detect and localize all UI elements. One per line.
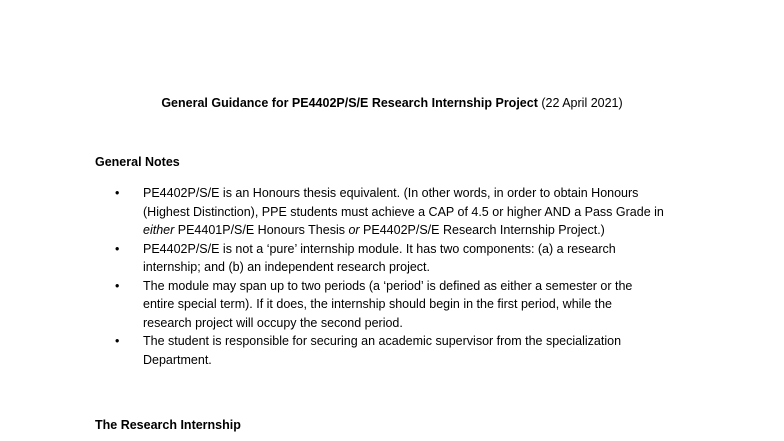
research-internship-heading: The Research Internship <box>95 418 241 432</box>
list-item-line: PE4402P/S/E is an Honours thesis equivalent. (In other words, in order to obtain Honours <box>143 186 639 200</box>
bullet-icon: • <box>115 278 120 293</box>
emphasis-either: either <box>143 223 175 237</box>
line-segment: PE4401P/S/E Honours Thesis <box>174 223 349 237</box>
line-segment: PE4402P/S/E Research Internship Project.) <box>359 223 605 237</box>
document-title-date: (22 April 2021) <box>541 96 623 110</box>
list-item-line: PE4402P/S/E is not a ‘pure’ internship module. It has two components: (a) a research <box>143 241 616 256</box>
bullet-icon: • <box>115 186 120 200</box>
list-item-line: research project will occupy the second period. <box>143 315 403 330</box>
list-item <box>95 332 695 369</box>
list-item-line: entire special term). If it does, the internship should begin in the first period, while the <box>143 297 613 311</box>
list-item <box>95 277 695 333</box>
document-title-main: General Guidance for PE4402P/S/E Research Internship Project <box>161 96 538 110</box>
general-notes-heading: General Notes <box>95 155 180 169</box>
list-item-line: (Highest Distinction), PPE students must achieve a CAP of 4.5 or higher AND a Pass Grade in <box>143 204 664 219</box>
list-item-line <box>143 221 695 240</box>
list-item <box>95 184 695 240</box>
bullet-icon: • <box>115 334 120 348</box>
list-item-line: The module may span up to two periods (a ‘period’ is defined as either a semester or the <box>143 278 633 293</box>
list-item-line: internship; and (b) an independent research project. <box>143 260 430 274</box>
list-item-line: The student is responsible for securing an academic supervisor from the specialization <box>143 334 622 348</box>
document-title <box>0 96 784 110</box>
emphasis-or: or <box>348 223 360 237</box>
list-item <box>95 240 695 277</box>
general-notes-list <box>95 184 695 369</box>
list-item-line: Department. <box>143 352 212 367</box>
bullet-icon: • <box>115 241 120 256</box>
